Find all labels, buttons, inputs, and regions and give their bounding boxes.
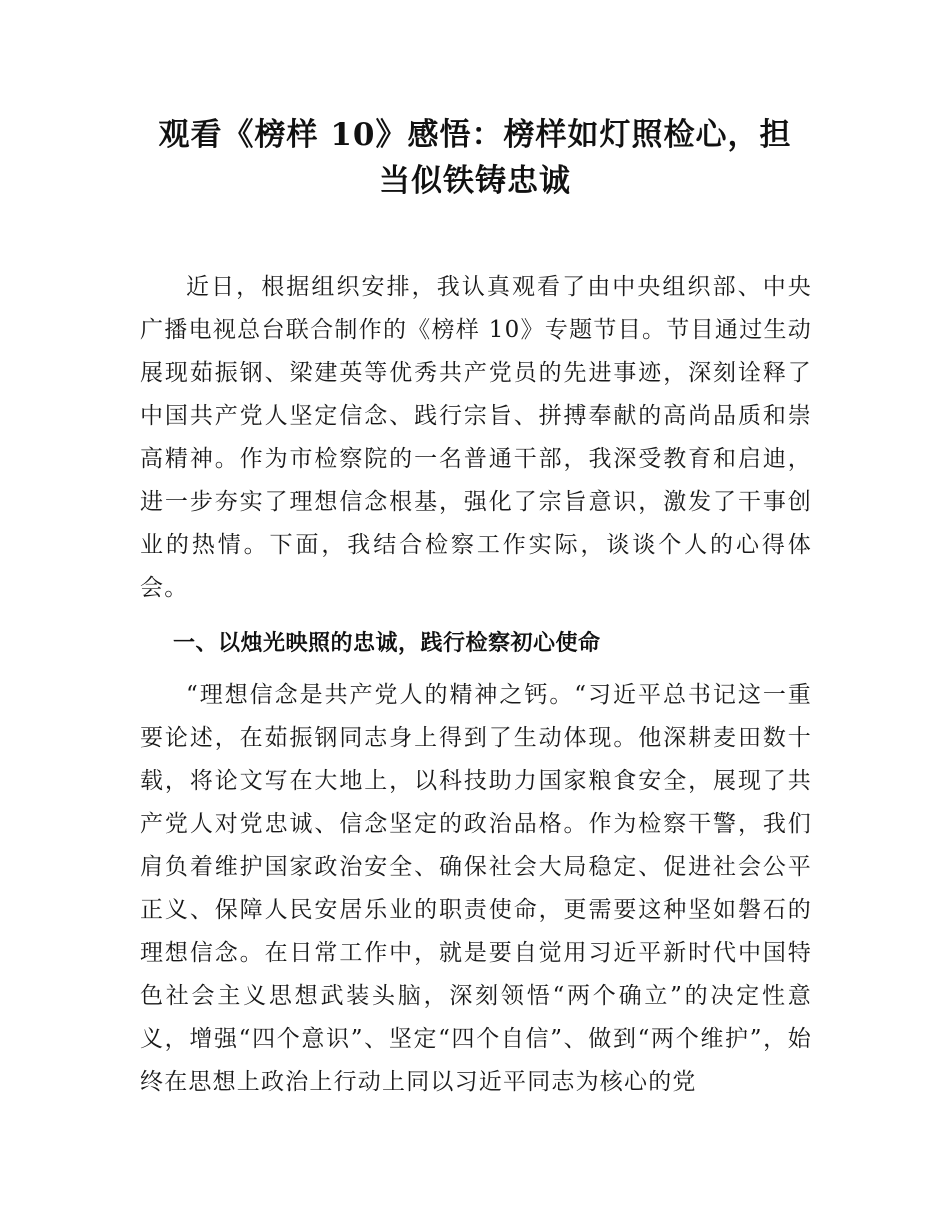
intro-paragraph: 近日，根据组织安排，我认真观看了由中央组织部、中央广播电视总台联合制作的《榜样 10》专题节目。节目通过生动展现茹振钢、梁建英等优秀共产党员的先进事迹，深刻诠释了中国共产党人坚定信念、践行宗旨、拼搏奉献的高尚品质和崇高精神。作为市检察院的一名普通干部，我深受教育和启迪，进一步夯实了理想信念根基，强化了宗旨意识，激发了干事创业的热情。下面，我结合检察工作实际，谈谈个人的心得体会。 — [140, 274, 812, 601]
document-body — [140, 266, 812, 1104]
title-line-1: 观看《榜样 10》感悟：榜样如灯照检心，担 — [158, 117, 792, 153]
title-line-2: 当似铁铸忠诚 — [379, 163, 571, 199]
document-title — [120, 112, 830, 204]
section-paragraph: “理想信念是共产党人的精神之钙。“习近平总书记这一重要论述，在茹振钢同志身上得到了生动体现。他深耕麦田数十载，将论文写在大地上，以科技助力国家粮食安全，展现了共产党人对党忠诚、信念坚定的政治品格。作为检察干警，我们肩负着维护国家政治安全、确保社会大局稳定、促进社会公平正义、保障人民安居乐业的职责使命，更需要这种坚如磐石的理想信念。在日常工作中，就是要自觉用习近平新时代中国特色社会主义思想武装头脑，深刻领悟“两个确立”的决定性意义，增强“四个意识”、坚定“四个自信”、做到“两个维护”，始终在思想上政治上行动上同以习近平同志为核心的党 — [140, 682, 812, 1095]
section-heading: 一、以烛光映照的忠诚，践行检察初心使命 — [173, 631, 601, 656]
